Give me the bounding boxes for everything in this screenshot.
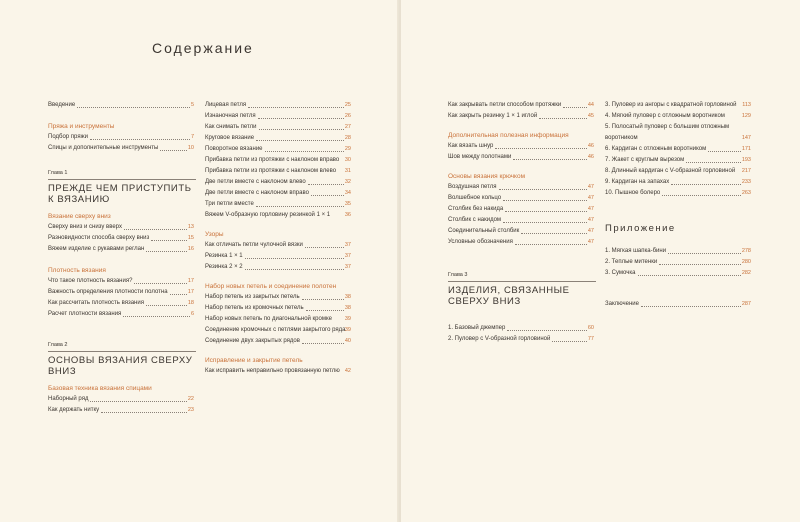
toc-entry[interactable] [48,143,194,154]
section-heading: Набор новых петель и соединение полотен [205,283,337,290]
toc-entry-title: 3. Пуловер из ангоры с квадратной горловиной [605,102,737,108]
toc-entry-page: 37 [344,242,351,248]
toc-entry-page: 37 [344,264,351,270]
section-heading: Пряжа и инструменты [48,123,115,130]
section-heading: Основы вязания крючком [448,173,526,180]
toc-entry-page: 44 [587,102,594,108]
toc-entry-title: 10. Пышное болеро [605,190,661,196]
toc-entry[interactable] [605,155,751,166]
toc-entry-title: Спицы и дополнительные инструменты [48,145,159,151]
right-page [401,0,800,522]
toc-entry[interactable] [205,325,351,336]
toc-entry[interactable] [448,152,594,163]
toc-entry-title: Расчет плотности вязания [48,311,122,317]
toc-entry-title: Набор новых петель по диагональной кромке [205,316,332,322]
toc-entry[interactable] [205,251,351,262]
toc-entry-page: 47 [587,228,594,234]
toc-entry[interactable] [205,111,351,122]
toc-entry-title: 6. Кардиган с отложным воротником [605,146,707,152]
toc-entry-title: Как держать нитку [48,407,100,413]
toc-entry-title: Соединительный столбик [448,228,520,234]
toc-entry[interactable] [48,222,194,233]
toc-entry[interactable] [605,188,751,199]
toc-column-4 [605,100,751,310]
toc-entry[interactable] [605,144,751,155]
toc-entry[interactable] [48,233,194,244]
toc-entry[interactable]: Заключение 287 [605,301,751,307]
appendix-title: Приложение [605,223,676,234]
toc-entry-title: Разновидности способа сверху вниз [48,235,150,241]
toc-entry[interactable] [448,141,594,152]
toc-entry[interactable] [48,276,194,287]
toc-entry-title: 4. Мягкий пуловер с отложным воротником [605,113,725,119]
toc-entry[interactable] [48,309,194,320]
toc-entry-page: 280 [741,259,751,265]
toc-entry-title: 7. Жакет с круглым вырезом [605,157,685,163]
toc-entry-page: 37 [344,253,351,259]
chapter-title: ОСНОВЫ ВЯЗАНИЯ СВЕРХУ ВНИЗ [48,355,193,377]
chapter-label: Глава 1 [48,170,68,176]
toc-entry-title: Воздушная петля [448,184,497,190]
toc-entry-page: 113 [742,102,751,108]
toc-entry-page: 47 [587,217,594,223]
toc-entry-page: 23 [187,407,194,413]
toc-entry-page: 39 [344,316,351,322]
toc-entry[interactable] [205,100,351,111]
toc-entry[interactable] [605,268,751,279]
section-heading: Плотность вязания [48,267,106,274]
toc-column-3 [448,100,594,345]
toc-entry-title: Лицевая петля [205,102,247,108]
toc-entry-title: Круговое вязание [205,135,255,141]
section-heading: Узоры [205,231,224,238]
toc-entry-title: Как закрывать петли способом протяжки [448,102,562,108]
toc-entry-title: Вяжем изделие с рукавами реглан [48,246,145,252]
toc-entry-title: 1. Базовый джемпер [448,325,506,331]
toc-entry-title: Что такое плотность вязания? [48,278,133,284]
toc-entry[interactable] [48,132,194,143]
toc-entry-page: 77 [587,336,594,342]
toc-entry-title: Условные обозначения [448,239,513,245]
toc-entry-title: Набор петель из закрытых петель [205,294,300,300]
toc-entry[interactable] [605,166,751,177]
toc-entry-page: 46 [587,143,594,149]
toc-entry[interactable] [205,133,351,144]
toc-entry-page: 129 [741,113,751,119]
toc-entry-page: 6 [190,311,194,317]
toc-entry-title: Столбик с накидом [448,217,502,223]
toc-entry[interactable] [448,237,594,248]
toc-entry[interactable] [605,246,751,257]
toc-entry-page: 32 [344,179,351,185]
toc-entry[interactable] [605,122,751,144]
toc-entry[interactable] [48,394,194,405]
toc-entry-page: 36 [344,212,351,218]
toc-entry-page: 42 [344,368,351,374]
toc-entry-page: 39 [344,327,351,333]
toc-entry-title: Прибавка петли из протяжки с наклоном влево [205,168,337,174]
section-heading: Вязание сверху вниз [48,213,111,220]
toc-entry[interactable] [448,226,594,237]
toc-entry[interactable] [205,292,351,303]
toc-entry[interactable] [448,204,594,215]
toc-entry-page: 15 [187,235,194,241]
toc-entry[interactable] [448,334,594,345]
toc-entry[interactable] [448,215,594,226]
toc-entry-page: 34 [344,190,351,196]
toc-entry-page: 282 [741,270,751,276]
toc-entry-page: 22 [187,396,194,402]
toc-entry-page: 193 [741,157,751,163]
toc-entry[interactable] [48,298,194,309]
toc-entry-page: 278 [741,248,751,254]
toc-entry-title: Резинка 1 × 1 [205,253,243,259]
toc-entry-page: 47 [587,239,594,245]
toc-entry-page: 45 [587,113,594,119]
toc-entry-title: 8. Длинный кардиган с V-образной горловиной [605,168,736,174]
toc-entry-page: 27 [344,124,351,130]
toc-entry[interactable] [205,166,351,177]
toc-column-1 [48,100,194,416]
section-heading: Дополнительная полезная информация [448,132,569,139]
toc-entry[interactable] [605,111,751,122]
toc-entry-page: 46 [587,154,594,160]
toc-entry[interactable] [605,177,751,188]
toc-entry-page: 18 [187,300,194,306]
toc-entry-page: 26 [344,113,351,119]
toc-entry-title: Шов между полотнами [448,154,512,160]
toc-entry-page: 25 [344,102,351,108]
toc-entry-title: Три петли вместе [205,201,254,207]
toc-entry-title: Прибавка петли из протяжки с наклоном вправо [205,157,340,163]
toc-entry-title: 1. Мягкая шапка-бини [605,248,667,254]
toc-entry-title: Как рассчитать плотность вязания [48,300,144,306]
toc-entry-page: 16 [187,246,194,252]
toc-entry-title: Как снимать петли [205,124,257,130]
toc-entry-title: Соединение двух закрытых рядов [205,338,300,344]
toc-entry[interactable]: Введение 5 [48,102,194,108]
toc-entry-page: 28 [344,135,351,141]
toc-entry-title: Сверху вниз и снизу вверх [48,224,122,230]
toc-entry[interactable] [205,314,351,325]
toc-entry[interactable] [205,199,351,210]
toc-entry[interactable] [48,287,194,298]
toc-entry-page: 47 [587,195,594,201]
toc-entry-page: 40 [344,338,351,344]
toc-entry[interactable] [605,100,751,111]
chapter-label: Глава 3 [448,272,468,278]
toc-entry-title: 9. Кардиган на запахах [605,179,670,185]
section-heading: Базовая техника вязания спицами [48,385,152,392]
toc-entry-page: 38 [344,294,351,300]
toc-entry-page: 171 [741,146,751,152]
page-title: Содержание [152,40,254,56]
chapter-title: ПРЕЖДЕ ЧЕМ ПРИСТУПИТЬ К ВЯЗАНИЮ [48,183,192,205]
toc-entry[interactable] [448,182,594,193]
toc-entry-page: 147 [741,135,751,141]
toc-entry-title: Две петли вместе с наклоном вправо [205,190,309,196]
section-heading: Исправление и закрытие петель [205,357,303,364]
toc-entry-page: 17 [187,289,194,295]
toc-entry[interactable] [205,262,351,273]
toc-entry-page: 233 [741,179,751,185]
toc-entry-title: Подбор пряжи [48,134,88,140]
toc-entry-page: 47 [587,206,594,212]
toc-entry-title: 5. Полосатый пуловер с большим отложным воротником [605,124,730,141]
toc-entry-page: 31 [344,168,351,174]
toc-entry-page: 7 [190,134,194,140]
toc-entry-title: Поворотное вязание [205,146,263,152]
toc-entry[interactable] [448,111,594,122]
toc-entry-title: Вяжем V-образную горловину резинкой 1 × 1 [205,212,331,218]
toc-entry-page: 35 [344,201,351,207]
chapter-title: ИЗДЕЛИЯ, СВЯЗАННЫЕ СВЕРХУ ВНИЗ [448,285,570,307]
toc-column-2 [205,100,351,377]
toc-entry-title: Изнаночная петля [205,113,256,119]
left-page [0,0,399,522]
toc-entry[interactable] [205,188,351,199]
toc-entry[interactable] [205,155,351,166]
toc-entry-title: 2. Теплые митенки [605,259,658,265]
toc-entry[interactable] [448,323,594,334]
toc-entry[interactable] [205,240,351,251]
toc-entry-title: Столбик без накида [448,206,504,212]
toc-entry[interactable] [448,100,594,111]
toc-entry[interactable] [205,144,351,155]
toc-entry[interactable] [205,336,351,347]
toc-entry-page: 10 [187,145,194,151]
toc-entry-title: Наборный ряд [48,396,89,402]
toc-entry-page: 47 [587,184,594,190]
toc-entry-title: Соединение кромочных с петлями закрытого ряда [205,327,346,333]
toc-entry[interactable] [205,177,351,188]
toc-entry-title: Важность определения плотности полотна [48,289,168,295]
toc-entry-page: 263 [741,190,751,196]
toc-entry-title: Набор петель из кромочных петель [205,305,304,311]
toc-entry-title: Волшебное кольцо [448,195,502,201]
toc-entry-title: Две петли вместе с наклоном влево [205,179,306,185]
toc-entry-page: 30 [344,157,351,163]
toc-entry[interactable] [205,122,351,133]
chapter-label: Глава 2 [48,342,68,348]
toc-entry-title: Как исправить неправильно провязанную петлю [205,368,340,374]
toc-entry-title: Как отличать петли чулочной вязки [205,242,303,248]
toc-entry-page: 217 [741,168,751,174]
toc-entry-page: 13 [187,224,194,230]
toc-entry-page: 17 [187,278,194,284]
toc-entry-page: 29 [344,146,351,152]
toc-entry-page: 60 [587,325,594,331]
toc-entry[interactable] [448,193,594,204]
toc-entry-title: 3. Сумочка [605,270,636,276]
toc-entry-page: 38 [344,305,351,311]
toc-entry[interactable] [205,303,351,314]
toc-entry[interactable] [205,210,351,221]
toc-entry[interactable] [605,257,751,268]
toc-entry-title: Как вязать шнур [448,143,494,149]
toc-entry-title: 2. Пуловер с V-образной горловиной [448,336,551,342]
toc-entry[interactable] [205,366,351,377]
toc-entry[interactable] [48,244,194,255]
toc-entry-title: Как закрыть резинку 1 × 1 иглой [448,113,538,119]
toc-entry-title: Резинка 2 × 2 [205,264,243,270]
toc-entry[interactable] [48,405,194,416]
